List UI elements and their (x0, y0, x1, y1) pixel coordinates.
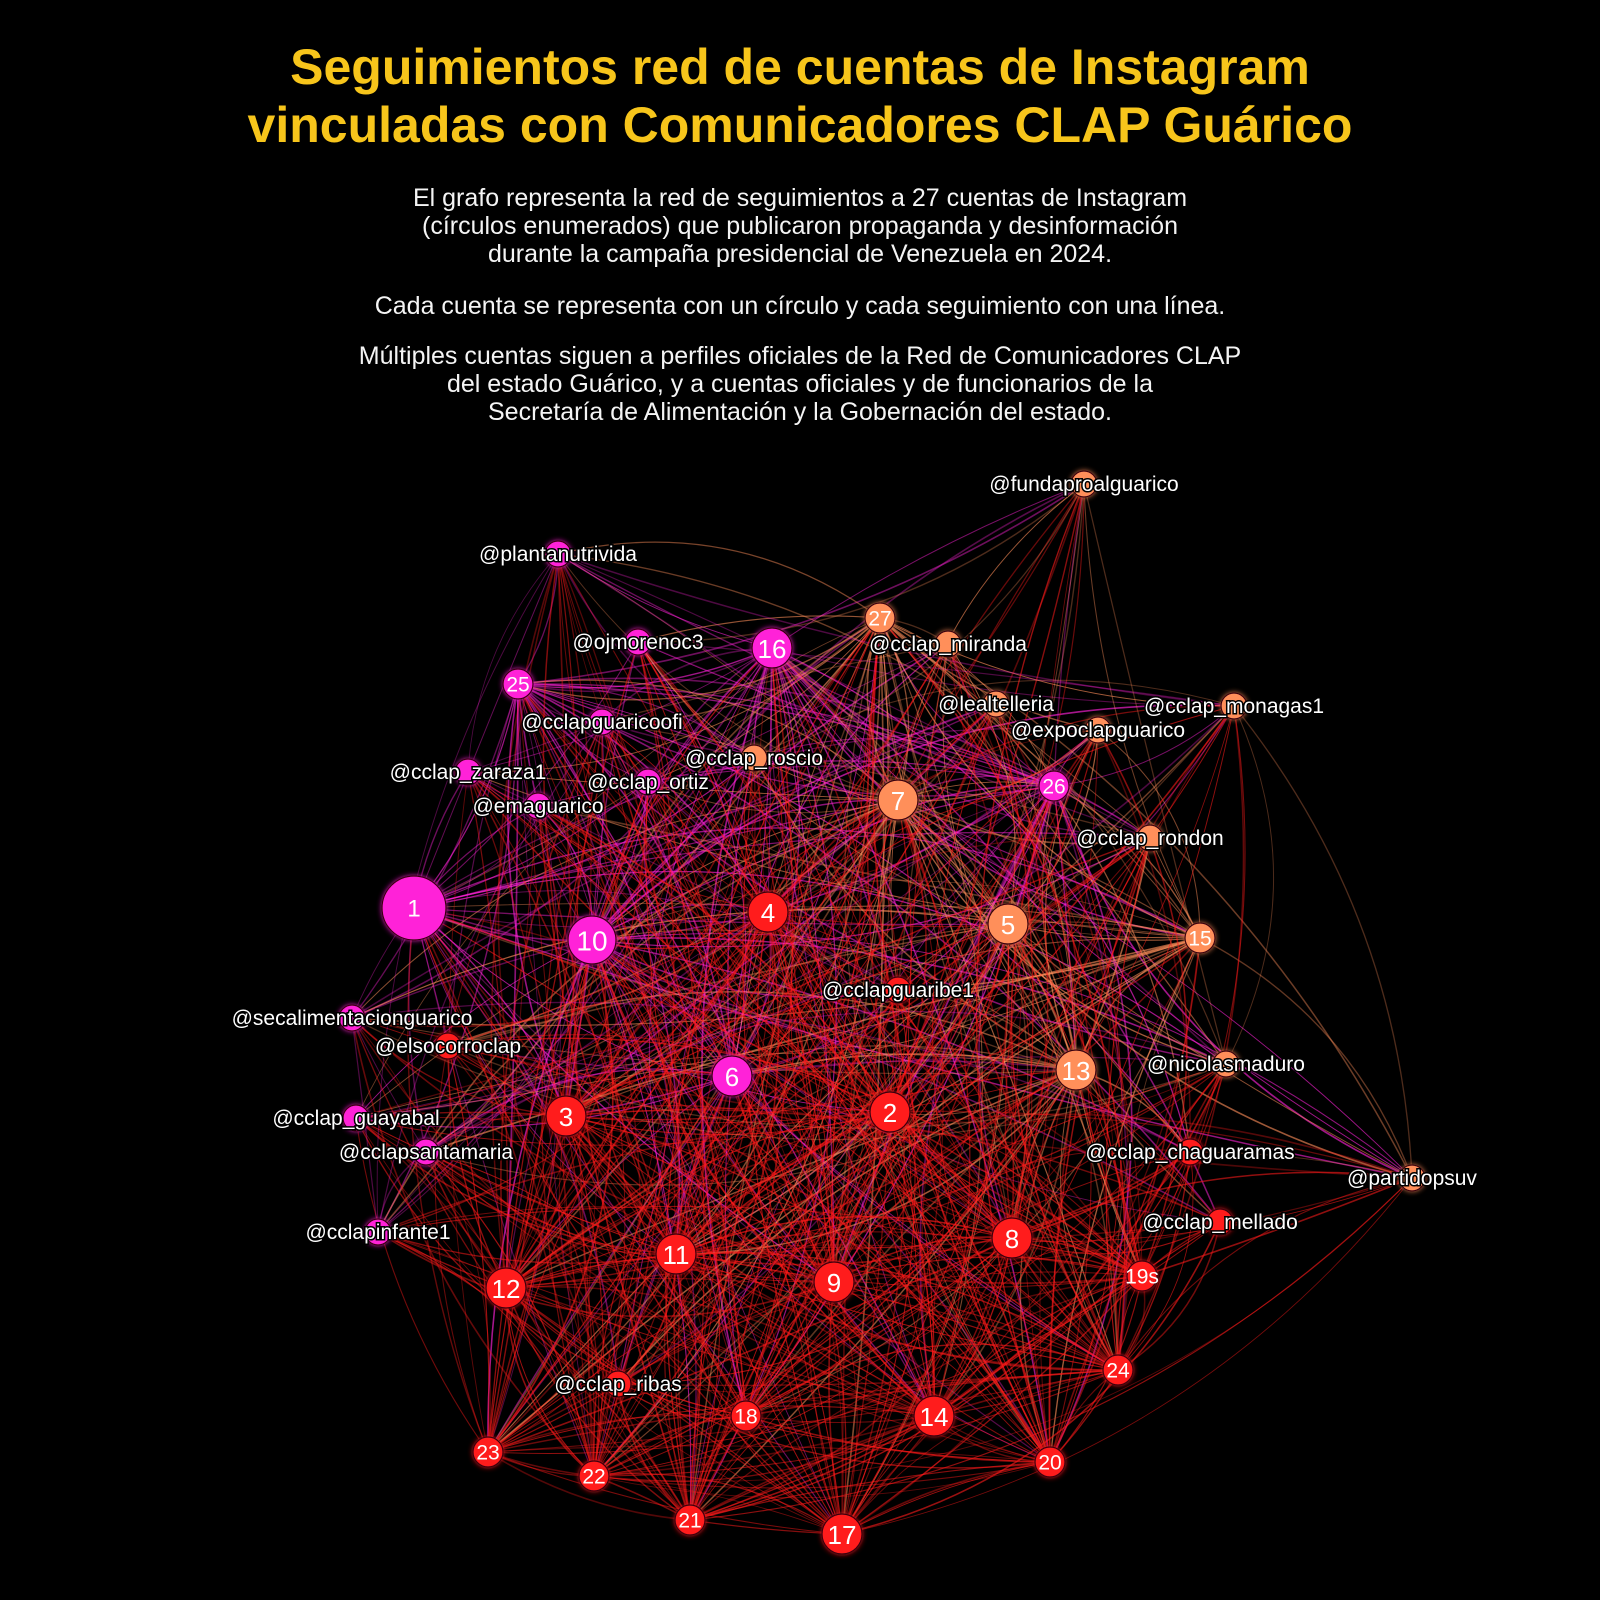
description-line: durante la campaña presidencial de Venezuela en 2024. (487, 240, 1113, 268)
account-handle-label: @ojmorenoc3 (572, 631, 704, 654)
account-number-label: 1 (407, 895, 421, 923)
follow-edge (638, 484, 1084, 642)
account-handle-label: @elsocorroclap (374, 1035, 522, 1058)
account-handle-label: @cclap_ribas (554, 1373, 682, 1396)
account-handle-label: @lealtelleria (938, 693, 1054, 716)
account-number-label: 17 (827, 1520, 857, 1550)
account-handle-label: @partidopsuv (1347, 1167, 1477, 1190)
account-number-label: 26 (1042, 775, 1066, 799)
account-number-label: 20 (1038, 1451, 1062, 1475)
account-number-label: 25 (506, 673, 530, 697)
follow-edge (1190, 1064, 1226, 1152)
account-number-label: 22 (582, 1465, 606, 1489)
account-handle-label: @plantanutrivida (479, 543, 637, 566)
account-number-label: 7 (890, 786, 906, 816)
account-handle-label: @cclap_ortiz (587, 771, 709, 794)
account-number-label: 12 (491, 1274, 521, 1304)
account-handle-label: @cclap_guayabal (272, 1107, 440, 1130)
description-line: (círculos enumerados) que publicaron propaganda y desinformación (422, 212, 1178, 240)
description-line: Secretaría de Alimentación y la Gobernación del estado. (488, 398, 1112, 426)
account-handle-label: @cclap_zaraza1 (389, 761, 547, 784)
account-number-label: 3 (558, 1102, 574, 1132)
account-number-label: 14 (919, 1402, 949, 1432)
account-number-label: 5 (1000, 910, 1016, 940)
account-number-label: 15 (1188, 927, 1212, 951)
account-handle-label: @cclap_miranda (869, 633, 1027, 656)
account-number-label: 24 (1106, 1359, 1130, 1383)
account-handle-label: @expoclapguarico (1010, 719, 1186, 742)
account-handle-label: @nicolasmaduro (1147, 1053, 1305, 1076)
follow-edge (488, 1452, 594, 1476)
account-number-label: 10 (576, 925, 608, 957)
description-line: Cada cuenta se representa con un círculo y cada seguimiento con una línea. (374, 292, 1226, 320)
account-handle-label: @cclap_rondon (1076, 827, 1224, 850)
account-number-label: 18 (734, 1405, 758, 1429)
account-handle-label: @cclapguaribe1 (821, 979, 975, 1002)
account-handle-label: @cclapinfante1 (305, 1221, 451, 1244)
account-number-label: 2 (882, 1098, 898, 1128)
description-line: El grafo representa la red de seguimientos a 27 cuentas de Instagram (412, 184, 1188, 212)
account-handle-label: @cclap_mellado (1142, 1211, 1298, 1234)
follow-edge (842, 1462, 1050, 1534)
follow-edge (1234, 706, 1412, 1178)
follow-edge (842, 1462, 1050, 1534)
account-number-label: 11 (662, 1240, 690, 1270)
account-handle-label: @secalimentacionguarico (231, 1007, 473, 1030)
account-number-label: 8 (1004, 1224, 1020, 1254)
account-number-label: 16 (757, 634, 787, 664)
account-handle-label: @cclapsantamaria (338, 1141, 514, 1164)
account-number-label: 13 (1061, 1056, 1091, 1086)
account-handle-label: @fundaproalguarico (989, 473, 1179, 496)
description-line: Múltiples cuentas siguen a perfiles oficiales de la Red de Comunicadores CLAP (358, 342, 1242, 370)
account-number-label: 19s (1125, 1265, 1159, 1289)
description-line: del estado Guárico, y a cuentas oficiales y de funcionarios de la (447, 370, 1153, 398)
account-number-label: 27 (868, 607, 892, 631)
chart-title-line-1: Seguimientos red de cuentas de Instagram (290, 39, 1310, 95)
account-handle-label: @cclap_roscio (684, 747, 824, 770)
account-handle-label: @cclapguaricoofi (521, 711, 683, 734)
account-number-label: 6 (724, 1062, 740, 1092)
account-handle-label: @cclap_chaguaramas (1085, 1141, 1295, 1164)
account-number-label: 9 (826, 1268, 842, 1298)
account-number-label: 4 (760, 898, 776, 928)
follow-edge (488, 1452, 594, 1476)
chart-title-line-2: vinculadas con Comunicadores CLAP Guárico (247, 97, 1353, 153)
account-number-label: 21 (678, 1509, 702, 1533)
account-handle-label: @emaguarico (472, 795, 604, 818)
account-number-label: 23 (476, 1441, 500, 1465)
account-handle-label: @cclap_monagas1 (1143, 695, 1325, 718)
